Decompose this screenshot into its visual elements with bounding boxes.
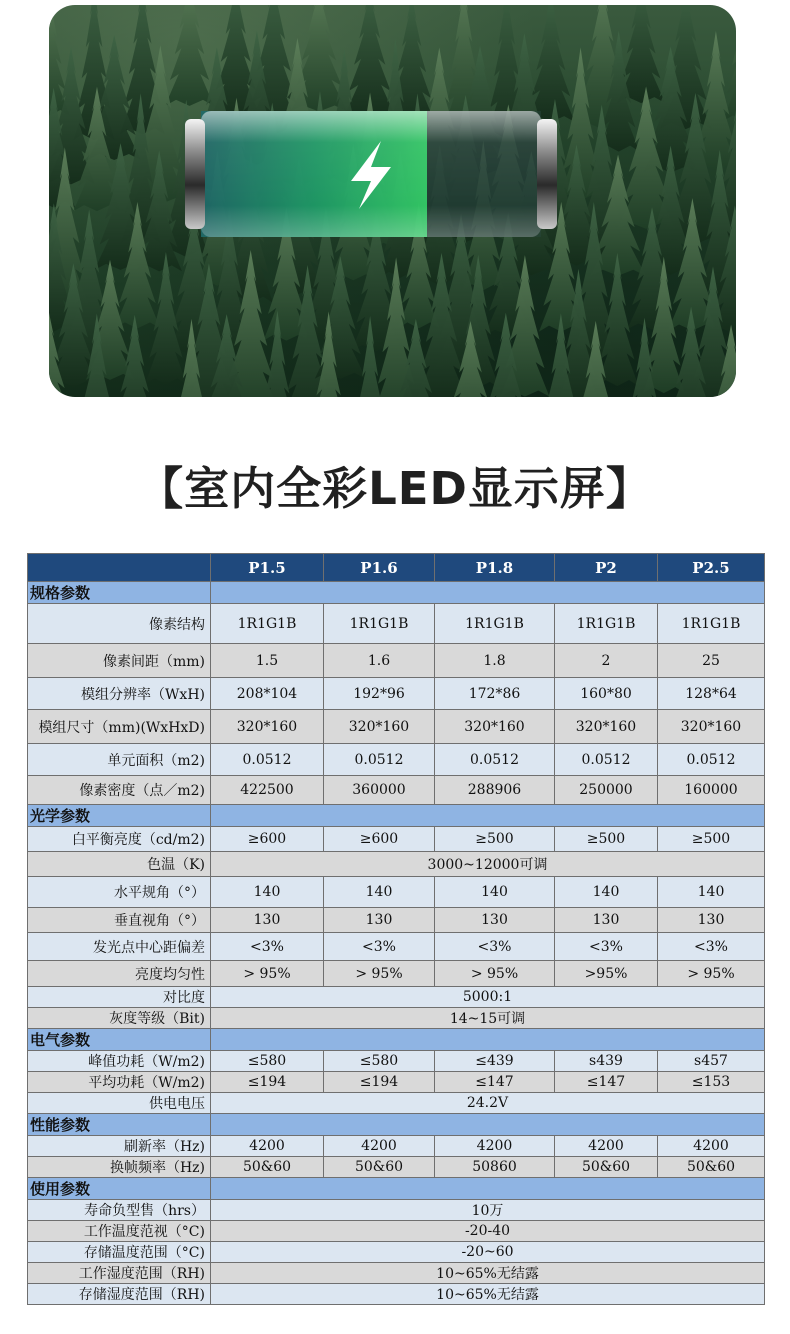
row-label: 寿命负型售（hrs） bbox=[28, 1200, 211, 1221]
row-value: 4200 bbox=[555, 1136, 658, 1157]
table-row bbox=[28, 1072, 765, 1093]
row-value: 140 bbox=[435, 877, 555, 908]
table-row bbox=[28, 1242, 765, 1263]
row-value: > 95% bbox=[658, 961, 765, 987]
row-value: ≥600 bbox=[211, 827, 324, 852]
row-label: 像素结构 bbox=[28, 604, 211, 644]
row-value: s457 bbox=[658, 1051, 765, 1072]
row-value: 130 bbox=[324, 908, 435, 933]
row-value: <3% bbox=[324, 933, 435, 961]
row-value: 422500 bbox=[211, 776, 324, 805]
row-label: 工作湿度范围（RH) bbox=[28, 1263, 211, 1284]
row-value: <3% bbox=[211, 933, 324, 961]
column-header: P1.6 bbox=[324, 554, 435, 582]
table-row bbox=[28, 710, 765, 744]
section-filler bbox=[211, 1114, 765, 1136]
row-label: 灰度等级（Bit) bbox=[28, 1008, 211, 1029]
row-label: 像素间距（mm) bbox=[28, 644, 211, 678]
table-row bbox=[28, 1008, 765, 1029]
row-value: 50&60 bbox=[324, 1157, 435, 1178]
row-label: 色温（K) bbox=[28, 852, 211, 877]
page-title: 【室内全彩LED显示屏】 bbox=[138, 462, 652, 515]
row-label: 垂直视角（°） bbox=[28, 908, 211, 933]
section-filler bbox=[211, 582, 765, 604]
row-value: 1.6 bbox=[324, 644, 435, 678]
row-value: > 95% bbox=[435, 961, 555, 987]
section-title: 性能参数 bbox=[28, 1114, 211, 1136]
column-header: P1.8 bbox=[435, 554, 555, 582]
section-header-row bbox=[28, 1029, 765, 1051]
column-header: P2.5 bbox=[658, 554, 765, 582]
row-value: 160*80 bbox=[555, 678, 658, 710]
row-value: 50&60 bbox=[211, 1157, 324, 1178]
section-filler bbox=[211, 1178, 765, 1200]
header-corner-cell bbox=[28, 554, 211, 582]
row-value: 130 bbox=[435, 908, 555, 933]
row-value: 4200 bbox=[211, 1136, 324, 1157]
row-value: 320*160 bbox=[324, 710, 435, 744]
row-value: 0.0512 bbox=[211, 744, 324, 776]
row-value: <3% bbox=[658, 933, 765, 961]
spec-table bbox=[27, 553, 765, 1305]
battery-icon bbox=[185, 105, 557, 243]
table-row bbox=[28, 827, 765, 852]
row-value-merged: -20-40 bbox=[211, 1221, 765, 1242]
row-value: > 95% bbox=[324, 961, 435, 987]
row-value-merged: 3000~12000可调 bbox=[211, 852, 765, 877]
row-value: 0.0512 bbox=[658, 744, 765, 776]
row-value: 1.8 bbox=[435, 644, 555, 678]
row-label: 水平规角（°） bbox=[28, 877, 211, 908]
row-value: 140 bbox=[555, 877, 658, 908]
row-value: ≤194 bbox=[324, 1072, 435, 1093]
row-value: <3% bbox=[435, 933, 555, 961]
row-value: > 95% bbox=[211, 961, 324, 987]
row-value: 0.0512 bbox=[555, 744, 658, 776]
row-value: ≥600 bbox=[324, 827, 435, 852]
row-value: ≤580 bbox=[211, 1051, 324, 1072]
row-value: 2 bbox=[555, 644, 658, 678]
section-title: 电气参数 bbox=[28, 1029, 211, 1051]
row-label: 存储湿度范围（RH) bbox=[28, 1284, 211, 1305]
row-value: 128*64 bbox=[658, 678, 765, 710]
row-value: <3% bbox=[555, 933, 658, 961]
row-value: 1R1G1B bbox=[211, 604, 324, 644]
section-header-row bbox=[28, 805, 765, 827]
row-value: 130 bbox=[658, 908, 765, 933]
row-value: 25 bbox=[658, 644, 765, 678]
row-value-merged: 10~65%无结露 bbox=[211, 1284, 765, 1305]
row-value: 1R1G1B bbox=[435, 604, 555, 644]
row-value: ≤147 bbox=[435, 1072, 555, 1093]
row-label: 模组分辨率（WxH) bbox=[28, 678, 211, 710]
row-value: 320*160 bbox=[555, 710, 658, 744]
section-header-row bbox=[28, 1178, 765, 1200]
row-label: 平均功耗（W/m2) bbox=[28, 1072, 211, 1093]
tree-shape bbox=[165, 5, 214, 106]
row-value: 4200 bbox=[658, 1136, 765, 1157]
table-header-row bbox=[28, 554, 765, 582]
row-label: 发光点中心距偏差 bbox=[28, 933, 211, 961]
row-value: 172*86 bbox=[435, 678, 555, 710]
row-value: ≥500 bbox=[435, 827, 555, 852]
table-row bbox=[28, 644, 765, 678]
table-row bbox=[28, 678, 765, 710]
row-label: 亮度均匀性 bbox=[28, 961, 211, 987]
row-value-merged: 24.2V bbox=[211, 1093, 765, 1114]
row-value-merged: 10万 bbox=[211, 1200, 765, 1221]
row-value: 140 bbox=[211, 877, 324, 908]
row-value: s439 bbox=[555, 1051, 658, 1072]
section-header-row bbox=[28, 1114, 765, 1136]
row-value-merged: 14~15可调 bbox=[211, 1008, 765, 1029]
table-row bbox=[28, 1051, 765, 1072]
row-value: 130 bbox=[555, 908, 658, 933]
table-row bbox=[28, 744, 765, 776]
table-row bbox=[28, 1093, 765, 1114]
row-label: 换帧频率（Hz) bbox=[28, 1157, 211, 1178]
row-value: ≤439 bbox=[435, 1051, 555, 1072]
row-value: 192*96 bbox=[324, 678, 435, 710]
row-value: 1R1G1B bbox=[555, 604, 658, 644]
row-value: 1R1G1B bbox=[324, 604, 435, 644]
section-filler bbox=[211, 1029, 765, 1051]
row-value: 140 bbox=[658, 877, 765, 908]
section-filler bbox=[211, 805, 765, 827]
section-header-row bbox=[28, 582, 765, 604]
section-title: 光学参数 bbox=[28, 805, 211, 827]
table-row bbox=[28, 987, 765, 1008]
section-title: 规格参数 bbox=[28, 582, 211, 604]
table-row bbox=[28, 1157, 765, 1178]
row-value: >95% bbox=[555, 961, 658, 987]
row-value: 1R1G1B bbox=[658, 604, 765, 644]
table-row bbox=[28, 933, 765, 961]
table-row bbox=[28, 604, 765, 644]
row-value: 4200 bbox=[435, 1136, 555, 1157]
table-row bbox=[28, 776, 765, 805]
row-label: 像素密度（点／m2) bbox=[28, 776, 211, 805]
table-row bbox=[28, 877, 765, 908]
row-value: 0.0512 bbox=[324, 744, 435, 776]
row-label: 刷新率（Hz) bbox=[28, 1136, 211, 1157]
row-value: 4200 bbox=[324, 1136, 435, 1157]
row-value: 1.5 bbox=[211, 644, 324, 678]
row-value: 130 bbox=[211, 908, 324, 933]
table-row bbox=[28, 961, 765, 987]
table-row bbox=[28, 852, 765, 877]
row-label: 单元面积（m2) bbox=[28, 744, 211, 776]
row-value-merged: 5000:1 bbox=[211, 987, 765, 1008]
row-value: 0.0512 bbox=[435, 744, 555, 776]
row-label: 峰值功耗（W/m2) bbox=[28, 1051, 211, 1072]
row-label: 对比度 bbox=[28, 987, 211, 1008]
table-row bbox=[28, 908, 765, 933]
row-value: 320*160 bbox=[658, 710, 765, 744]
table-row bbox=[28, 1263, 765, 1284]
row-label: 白平衡亮度（cd/m2) bbox=[28, 827, 211, 852]
row-value: ≤194 bbox=[211, 1072, 324, 1093]
row-value: 250000 bbox=[555, 776, 658, 805]
row-value: 160000 bbox=[658, 776, 765, 805]
row-value: 50&60 bbox=[555, 1157, 658, 1178]
table-row bbox=[28, 1200, 765, 1221]
row-value: 50&60 bbox=[658, 1157, 765, 1178]
table-row bbox=[28, 1284, 765, 1305]
row-label: 模组尺寸（mm)(WxHxD) bbox=[28, 710, 211, 744]
row-label: 供电电压 bbox=[28, 1093, 211, 1114]
row-label: 存储温度范围（°C) bbox=[28, 1242, 211, 1263]
table-row bbox=[28, 1221, 765, 1242]
row-value: 208*104 bbox=[211, 678, 324, 710]
row-value: ≤153 bbox=[658, 1072, 765, 1093]
row-value: 320*160 bbox=[435, 710, 555, 744]
row-value-merged: -20~60 bbox=[211, 1242, 765, 1263]
section-title: 使用参数 bbox=[28, 1178, 211, 1200]
row-value: ≤580 bbox=[324, 1051, 435, 1072]
row-value: 50860 bbox=[435, 1157, 555, 1178]
column-header: P2 bbox=[555, 554, 658, 582]
row-value: 288906 bbox=[435, 776, 555, 805]
row-value: ≤147 bbox=[555, 1072, 658, 1093]
row-value: ≥500 bbox=[555, 827, 658, 852]
row-value: 320*160 bbox=[211, 710, 324, 744]
row-value: 360000 bbox=[324, 776, 435, 805]
hero-forest-image bbox=[49, 5, 736, 397]
row-value: 140 bbox=[324, 877, 435, 908]
row-value: ≥500 bbox=[658, 827, 765, 852]
row-value-merged: 10~65%无结露 bbox=[211, 1263, 765, 1284]
column-header: P1.5 bbox=[211, 554, 324, 582]
table-row bbox=[28, 1136, 765, 1157]
row-label: 工作温度范视（°C) bbox=[28, 1221, 211, 1242]
